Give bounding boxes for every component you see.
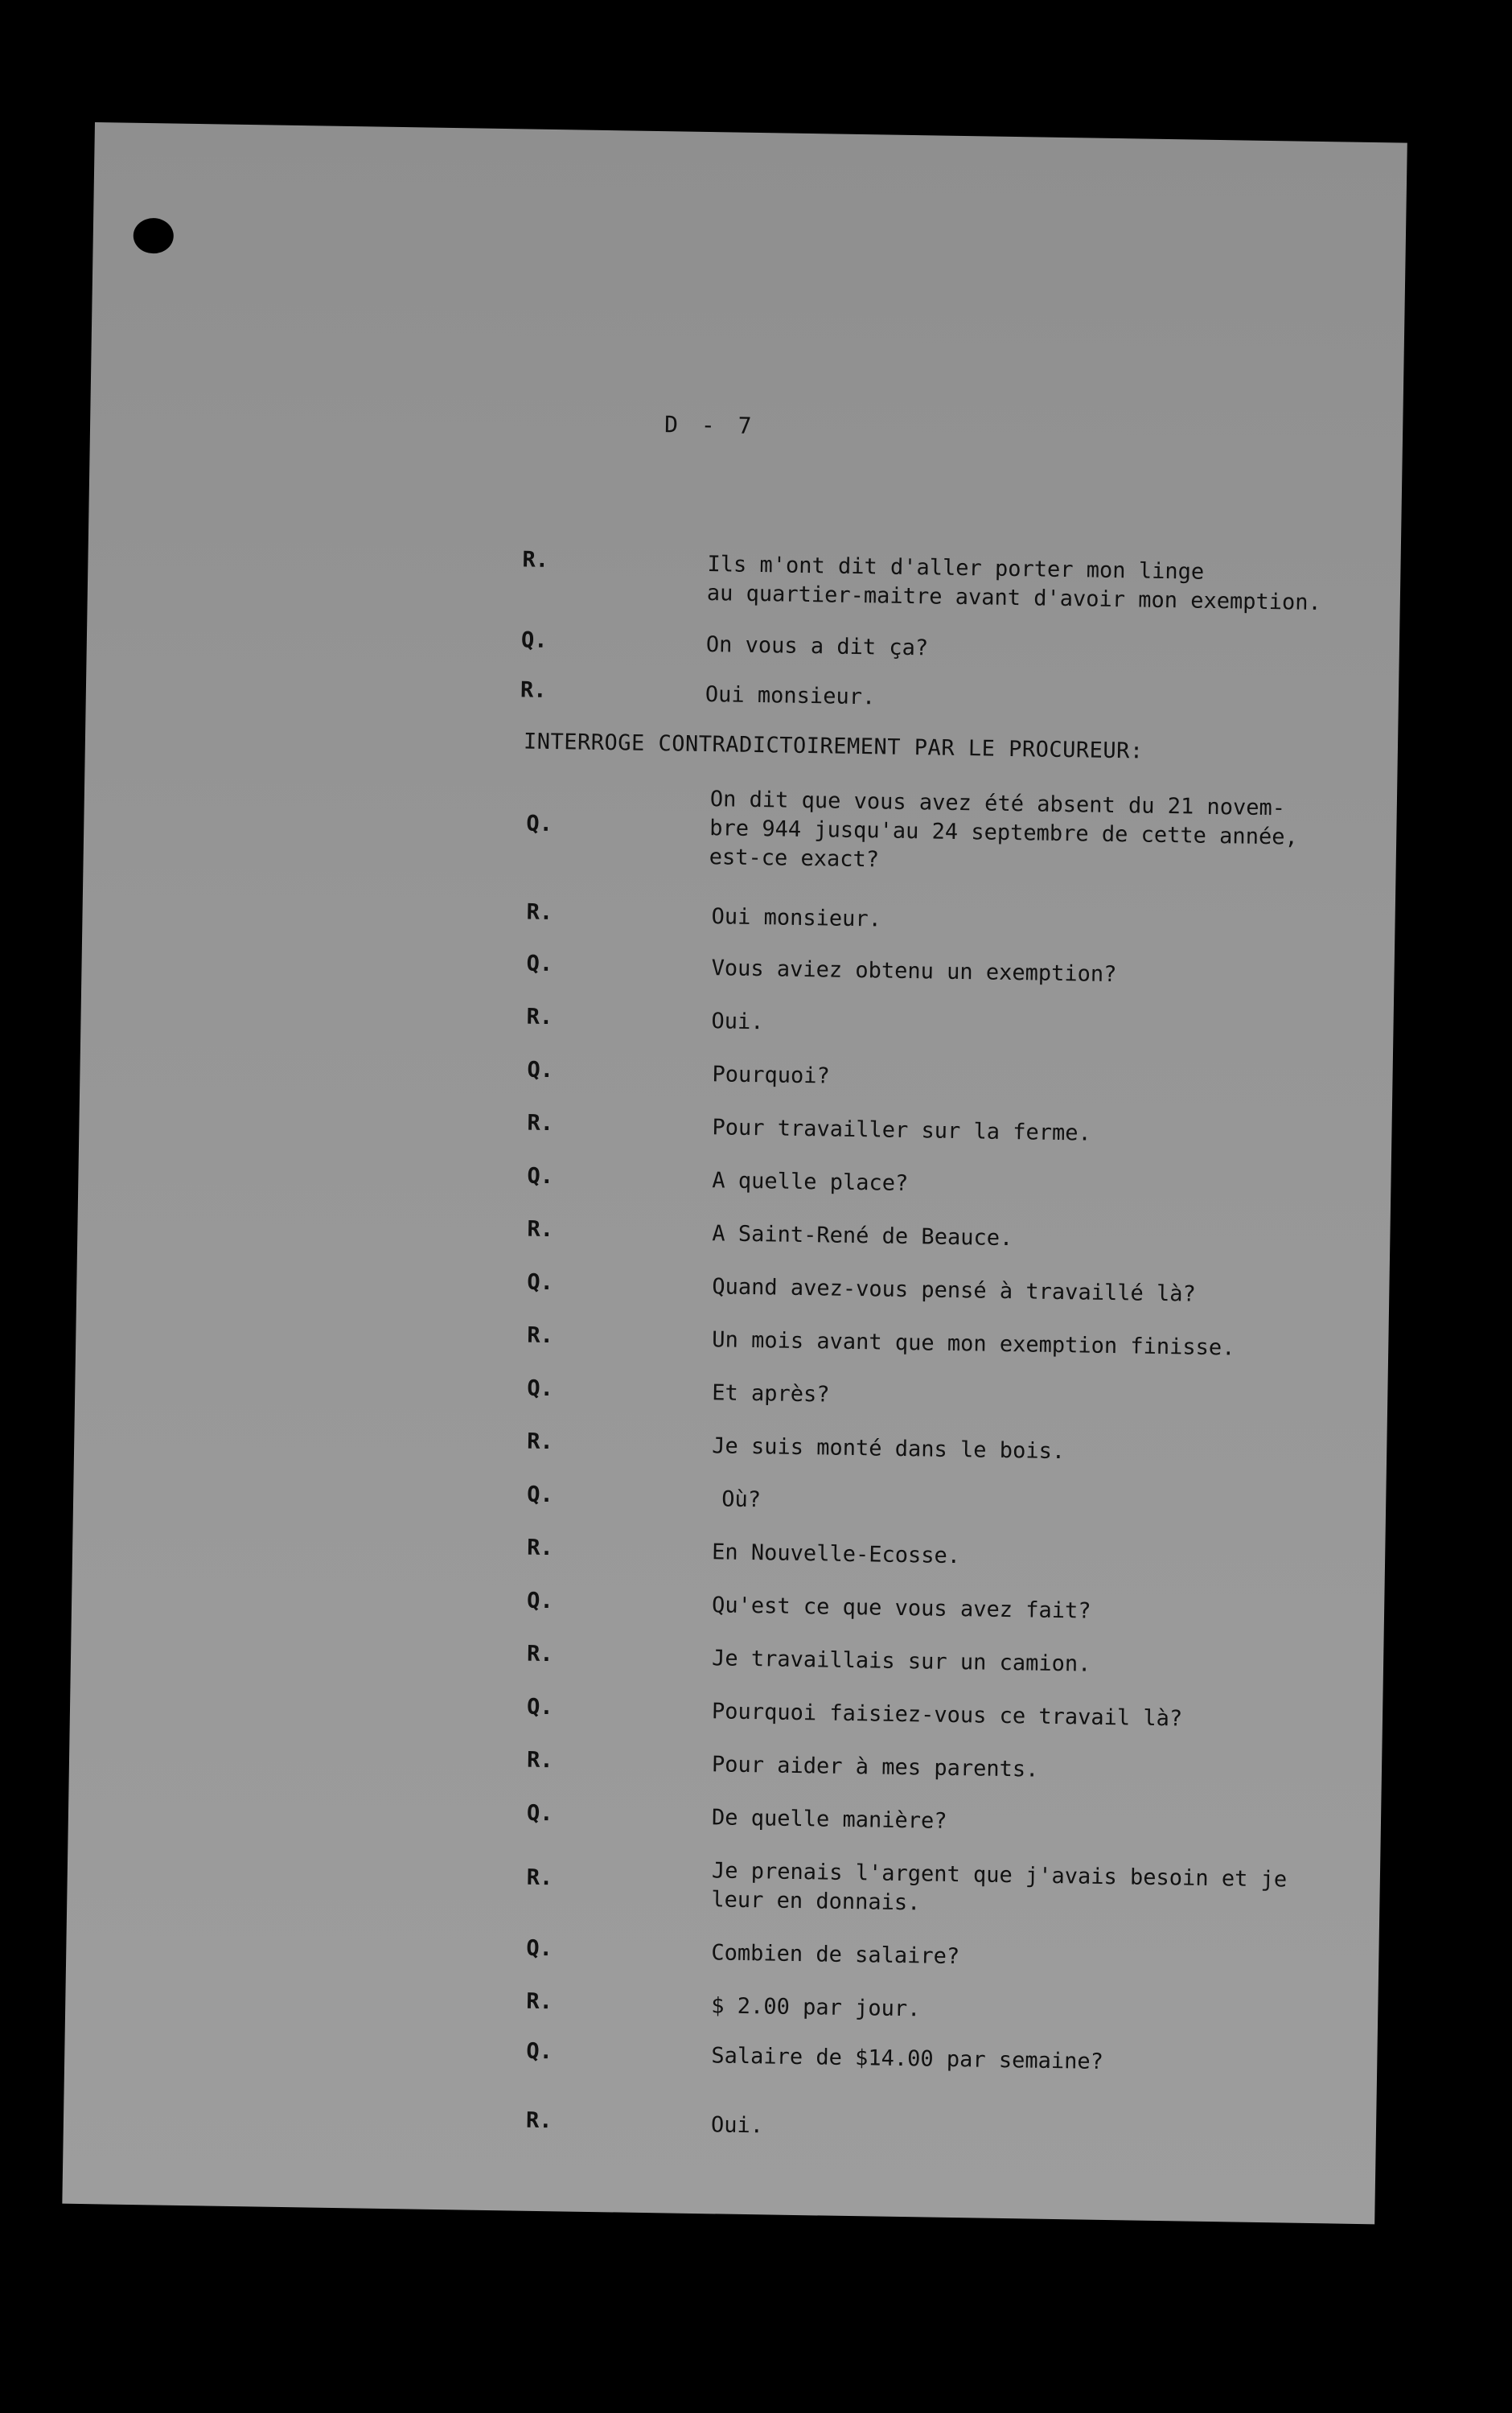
transcript-line — [64, 2101, 1376, 2139]
speaker-label: R. — [527, 1216, 554, 1243]
transcript-line — [79, 1157, 1391, 1197]
transcript-line — [71, 1634, 1383, 1677]
page-number: D - 7 — [664, 411, 757, 439]
speaker-label: Q. — [527, 1482, 554, 1508]
utterance-text: Oui. — [711, 1009, 764, 1035]
transcript-line — [80, 1050, 1393, 1089]
transcript-line — [69, 1741, 1382, 1782]
transcript-line — [77, 1263, 1390, 1307]
transcript-line — [80, 1104, 1392, 1146]
speaker-label: R. — [526, 1004, 553, 1030]
utterance-text: Et après? — [712, 1380, 830, 1408]
section-heading: INTERROGE CONTRADICTOIREMENT PAR LE PROCUREUR: — [523, 729, 1144, 764]
utterance-text: Salaire de $14.00 par semaine? — [711, 2043, 1104, 2074]
utterance-text: Je suis monté dans le bois. — [712, 1433, 1066, 1465]
speaker-label: R. — [526, 1535, 553, 1561]
speaker-label: R. — [526, 1641, 553, 1667]
utterance-text: En Nouvelle-Ecosse. — [711, 1539, 961, 1569]
transcript-line — [68, 1847, 1380, 1916]
speaker-label: Q. — [526, 951, 553, 977]
utterance-text: Oui monsieur. — [705, 682, 876, 710]
transcript-line — [65, 2032, 1378, 2074]
speaker-label: Q. — [527, 1163, 554, 1190]
transcript-line — [70, 1687, 1383, 1732]
speaker-label: R. — [527, 1322, 554, 1349]
utterance-text: Combien de salaire? — [711, 1940, 960, 1970]
utterance-text: Pour travailler sur la ferme. — [712, 1115, 1092, 1146]
speaker-label: R. — [526, 1747, 553, 1774]
speaker-label: Q. — [526, 1935, 553, 1962]
transcript-line — [82, 944, 1395, 988]
transcript-line — [86, 671, 1399, 710]
utterance-text: Pour aider à mes parents. — [711, 1752, 1039, 1782]
utterance-text: Quand avez-vous pensé à travaillé là? — [712, 1274, 1196, 1307]
utterance-text: Ils m'ont dit d'aller porter mon linge au quartier-maitre avant d'avoir mon exemption. — [706, 552, 1322, 616]
speaker-label: Q. — [526, 811, 553, 837]
utterance-text: Où? — [721, 1486, 762, 1513]
utterance-text: Un mois avant que mon exemption finisse. — [712, 1327, 1235, 1361]
transcript-line — [83, 893, 1395, 932]
punch-hole — [133, 218, 174, 254]
speaker-label: R. — [526, 1988, 553, 2015]
utterance-text: A Saint-René de Beauce. — [712, 1221, 1013, 1252]
speaker-label: Q. — [520, 627, 548, 653]
speaker-label: R. — [522, 547, 549, 573]
transcript-line — [68, 1794, 1381, 1834]
speaker-label: Q. — [526, 2038, 553, 2065]
transcript-line — [78, 1210, 1391, 1252]
speaker-label: R. — [520, 677, 547, 703]
speaker-label: Q. — [527, 1269, 554, 1296]
utterance-text: Je travaillais sur un camion. — [711, 1646, 1091, 1677]
utterance-text: $ 2.00 par jour. — [711, 1993, 921, 2022]
speaker-label: Q. — [526, 1694, 553, 1720]
transcript-line — [67, 1929, 1379, 1970]
speaker-label: R. — [527, 1428, 554, 1455]
utterance-text: Qu'est ce que vous avez fait? — [711, 1593, 1091, 1624]
utterance-text: Je prenais l'argent que j'avais besoin et je leur en donnais. — [711, 1858, 1288, 1916]
document-page — [62, 122, 1407, 2224]
utterance-text: Oui. — [710, 2112, 764, 2139]
utterance-text: A quelle place? — [712, 1168, 909, 1197]
transcript-line — [72, 1581, 1385, 1624]
speaker-label: Q. — [527, 1057, 554, 1083]
utterance-text: Pourquoi? — [712, 1062, 831, 1089]
transcript-line — [88, 541, 1401, 616]
transcript-line — [81, 997, 1394, 1035]
transcript-line — [73, 1528, 1386, 1569]
speaker-label: R. — [525, 2107, 553, 2134]
transcript-line — [66, 1982, 1378, 2022]
transcript-line — [84, 775, 1397, 873]
transcript-line — [74, 1475, 1387, 1513]
transcript-line — [76, 1369, 1388, 1408]
utterance-text: Vous aviez obtenu un exemption? — [711, 956, 1117, 988]
speaker-label: R. — [527, 1110, 554, 1137]
speaker-label: R. — [526, 1864, 553, 1891]
speaker-label: Q. — [526, 1800, 553, 1827]
transcript-line — [75, 1422, 1387, 1465]
utterance-text: On vous a dit ça? — [705, 632, 929, 661]
utterance-text: Oui monsieur. — [711, 904, 882, 932]
utterance-text: Pourquoi faisiez-vous ce travail là? — [711, 1699, 1183, 1732]
speaker-label: R. — [526, 899, 553, 926]
speaker-label: Q. — [526, 1588, 553, 1614]
speaker-label: Q. — [527, 1375, 554, 1402]
transcript-line — [87, 621, 1399, 661]
utterance-text: On dit que vous avez été absent du 21 novem- bre 944 jusqu'au 24 septembre de cette année, est-ce exact? — [709, 787, 1298, 873]
utterance-text: De quelle manière? — [711, 1805, 947, 1834]
transcript-line — [76, 1316, 1389, 1361]
